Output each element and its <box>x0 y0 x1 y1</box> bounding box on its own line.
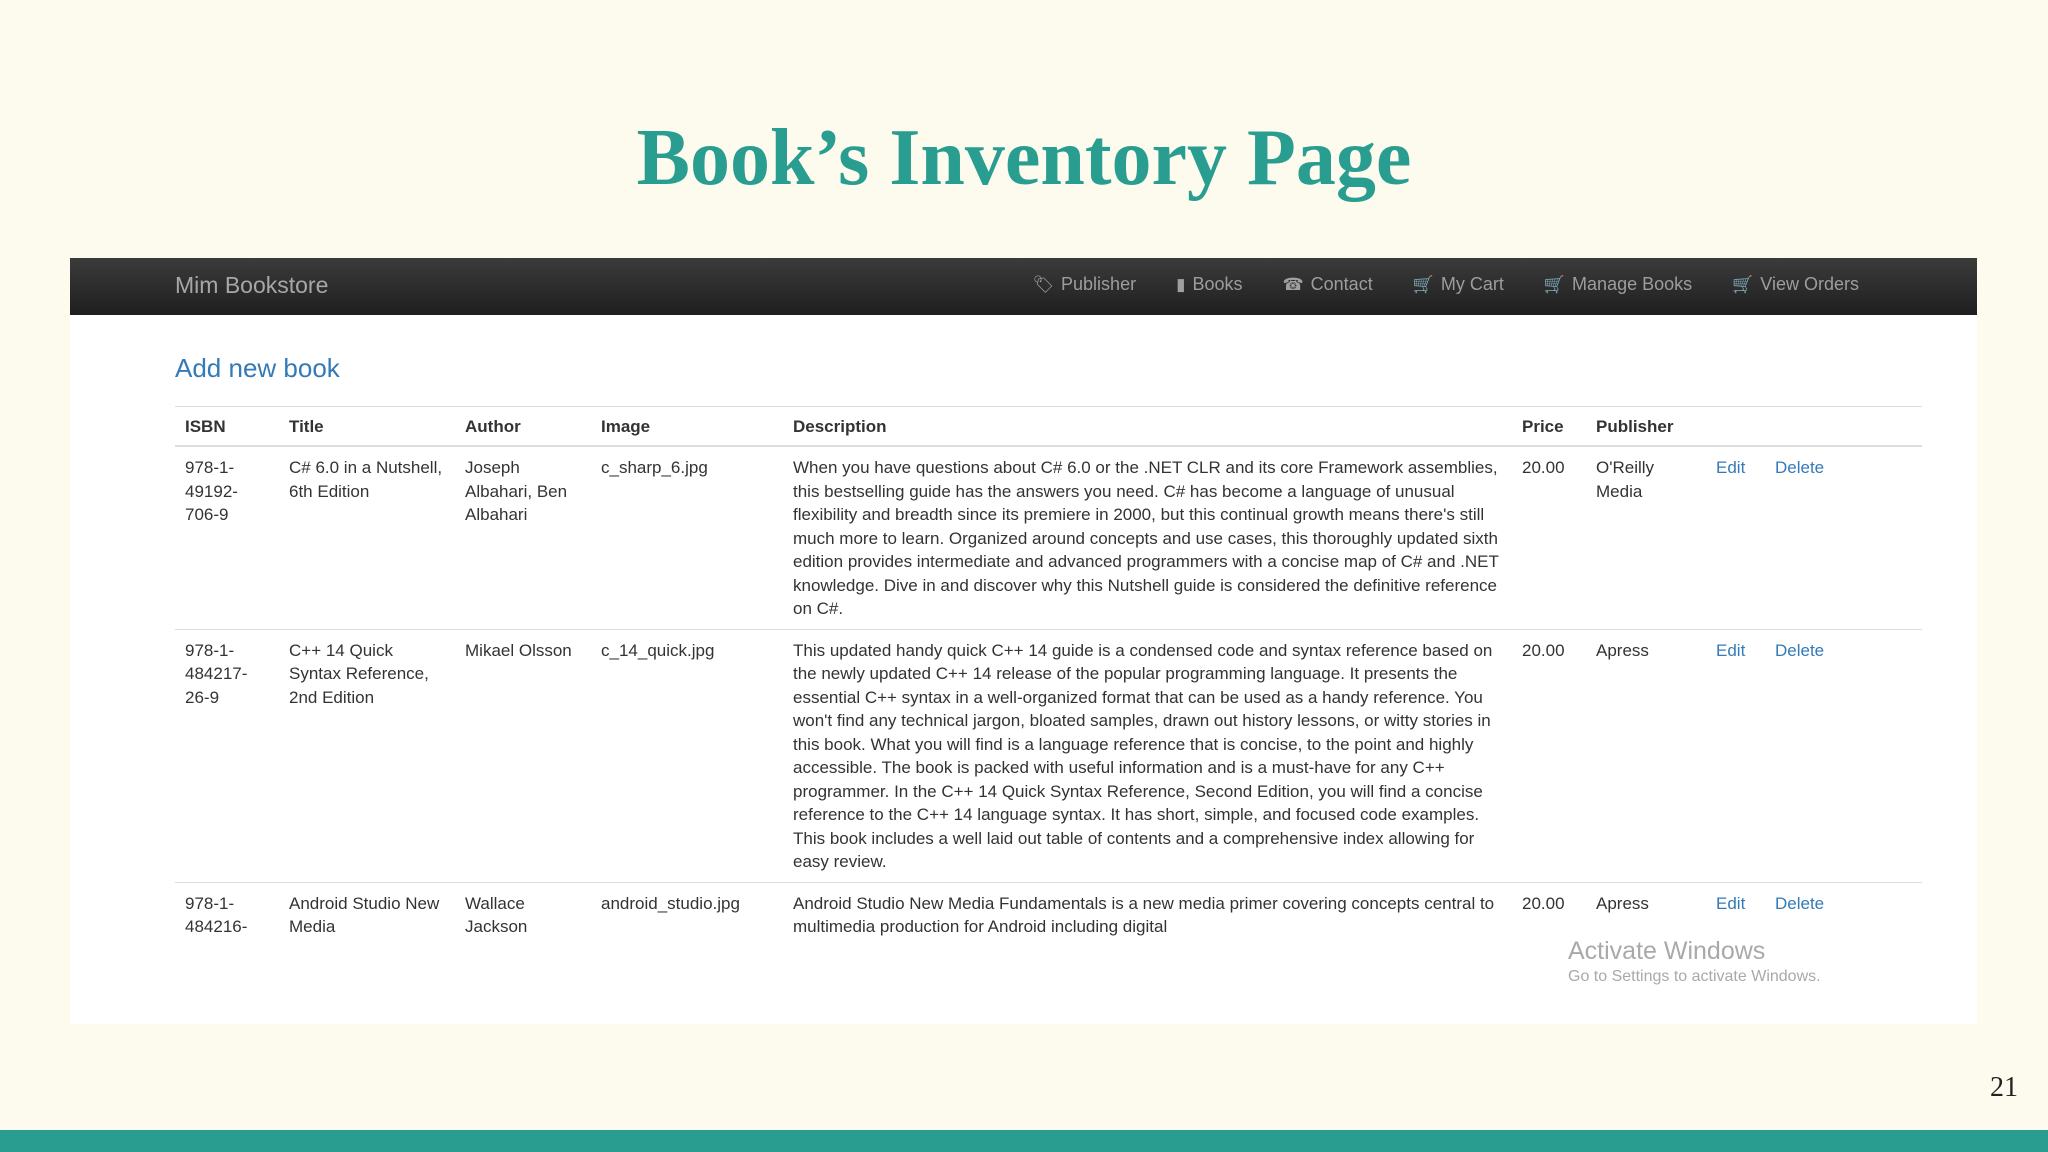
nav-item-view-orders[interactable] <box>1732 274 1859 295</box>
column-header-price[interactable]: Price <box>1512 407 1586 447</box>
column-header-isbn[interactable]: ISBN <box>175 407 279 447</box>
tag-icon: 🏷 <box>1032 274 1055 294</box>
nav-item-books[interactable] <box>1176 274 1242 295</box>
nav-item-publisher[interactable] <box>1032 274 1136 295</box>
nav-item-label: My Cart <box>1440 274 1504 294</box>
cell-image: android_studio.jpg <box>591 882 783 947</box>
watermark-subtitle: Go to Settings to activate Windows. <box>1568 968 1821 985</box>
bottom-accent-bar <box>0 1130 2048 1152</box>
column-header-description[interactable]: Description <box>783 407 1512 447</box>
nav-item-label: Books <box>1192 274 1243 294</box>
column-header-delete <box>1765 407 1922 447</box>
books-table <box>175 406 1922 947</box>
cell-isbn: 978-1-484216- <box>175 882 279 947</box>
edit-link[interactable]: Edit <box>1706 629 1765 882</box>
edit-link[interactable]: Edit <box>1706 882 1765 947</box>
column-header-title[interactable]: Title <box>279 407 455 447</box>
watermark-title: Activate Windows <box>1568 937 1766 965</box>
table-row <box>175 629 1922 882</box>
nav-item-contact[interactable] <box>1282 274 1372 295</box>
table-row <box>175 882 1922 947</box>
navbar <box>70 258 1977 315</box>
cell-isbn: 978-1-49192-706-9 <box>175 446 279 629</box>
table-row <box>175 446 1922 629</box>
cell-price: 20.00 <box>1512 629 1586 882</box>
slide-title: Book’s Inventory Page <box>636 114 1412 202</box>
cell-author: Joseph Albahari, Ben Albahari <box>455 446 591 629</box>
cell-publisher: Apress <box>1586 629 1706 882</box>
bookstore-screenshot <box>70 258 1977 1024</box>
book-icon: ▮ <box>1176 274 1186 294</box>
cell-description: This updated handy quick C++ 14 guide is a condensed code and syntax reference based on the newly updated C++ 14 release of the popular programming language. It presents the essential C++ syntax in a well-organized format that can be used as a handy reference. You won't find any technical jargon, bloated samples, drawn out history lessons, or witty stories in this book. What you will find is a language reference that is concise, to the point and highly accessible. The book is packed with useful information and is a must-have for any C++ programmer. In the C++ 14 Quick Syntax Reference, Second Edition, you will find a concise reference to the C++ 14 language syntax. It has short, simple, and focused code examples. This book includes a well laid out table of contents and a comprehensive index allowing for easy review. <box>783 629 1512 882</box>
delete-link[interactable]: Delete <box>1765 446 1922 629</box>
nav-item-label: Publisher <box>1061 274 1137 294</box>
delete-link[interactable]: Delete <box>1765 882 1922 947</box>
cell-price: 20.00 <box>1512 446 1586 629</box>
cell-title: Android Studio New Media <box>279 882 455 947</box>
delete-link[interactable]: Delete <box>1765 629 1922 882</box>
column-header-publisher[interactable]: Publisher <box>1586 407 1706 447</box>
cell-description: When you have questions about C# 6.0 or the .NET CLR and its core Framework assemblies, this bestselling guide has the answers you need. C# has become a language of unusual flexibility and breadth since its premiere in 2000, but this continual growth means there's still much more to learn. Organized around concepts and use cases, this thoroughly updated sixth edition provides intermediate and advanced programmers with a concise map of C# and .NET knowledge. Dive in and discover why this Nutshell guide is considered the definitive reference on C#. <box>783 446 1512 629</box>
cart-icon: 🛒 <box>1412 274 1434 294</box>
navbar-brand[interactable]: Mim Bookstore <box>175 272 329 298</box>
phone-icon: ☎ <box>1282 274 1304 294</box>
cell-price: 20.00 <box>1512 882 1586 947</box>
table-header-row <box>175 407 1922 447</box>
cell-author: Mikael Olsson <box>455 629 591 882</box>
cell-title: C# 6.0 in a Nutshell, 6th Edition <box>279 446 455 629</box>
cell-image: c_14_quick.jpg <box>591 629 783 882</box>
column-header-author[interactable]: Author <box>455 407 591 447</box>
nav-item-my-cart[interactable] <box>1413 274 1504 295</box>
cell-publisher: Apress <box>1586 882 1706 947</box>
cart-icon: 🛒 <box>1732 274 1754 294</box>
cell-image: c_sharp_6.jpg <box>591 446 783 629</box>
nav-item-label: View Orders <box>1760 274 1859 294</box>
cell-description: Android Studio New Media Fundamentals is a new media primer covering concepts central to multimedia production for Android including digital <box>783 882 1512 947</box>
nav-item-manage-books[interactable] <box>1544 274 1692 295</box>
add-new-book-link[interactable]: Add new book <box>175 353 340 383</box>
nav-item-label: Manage Books <box>1572 274 1693 294</box>
cart-icon: 🛒 <box>1543 274 1566 294</box>
column-header-image[interactable]: Image <box>591 407 783 447</box>
page-number: 21 <box>1990 1072 2018 1103</box>
cell-title: C++ 14 Quick Syntax Reference, 2nd Edition <box>279 629 455 882</box>
nav-item-label: Contact <box>1310 274 1373 294</box>
edit-link[interactable]: Edit <box>1706 446 1765 629</box>
cell-publisher: O'Reilly Media <box>1586 446 1706 629</box>
nav-menu <box>1032 274 1859 295</box>
cell-isbn: 978-1-484217-26-9 <box>175 629 279 882</box>
column-header-edit <box>1706 407 1765 447</box>
cell-author: Wallace Jackson <box>455 882 591 947</box>
